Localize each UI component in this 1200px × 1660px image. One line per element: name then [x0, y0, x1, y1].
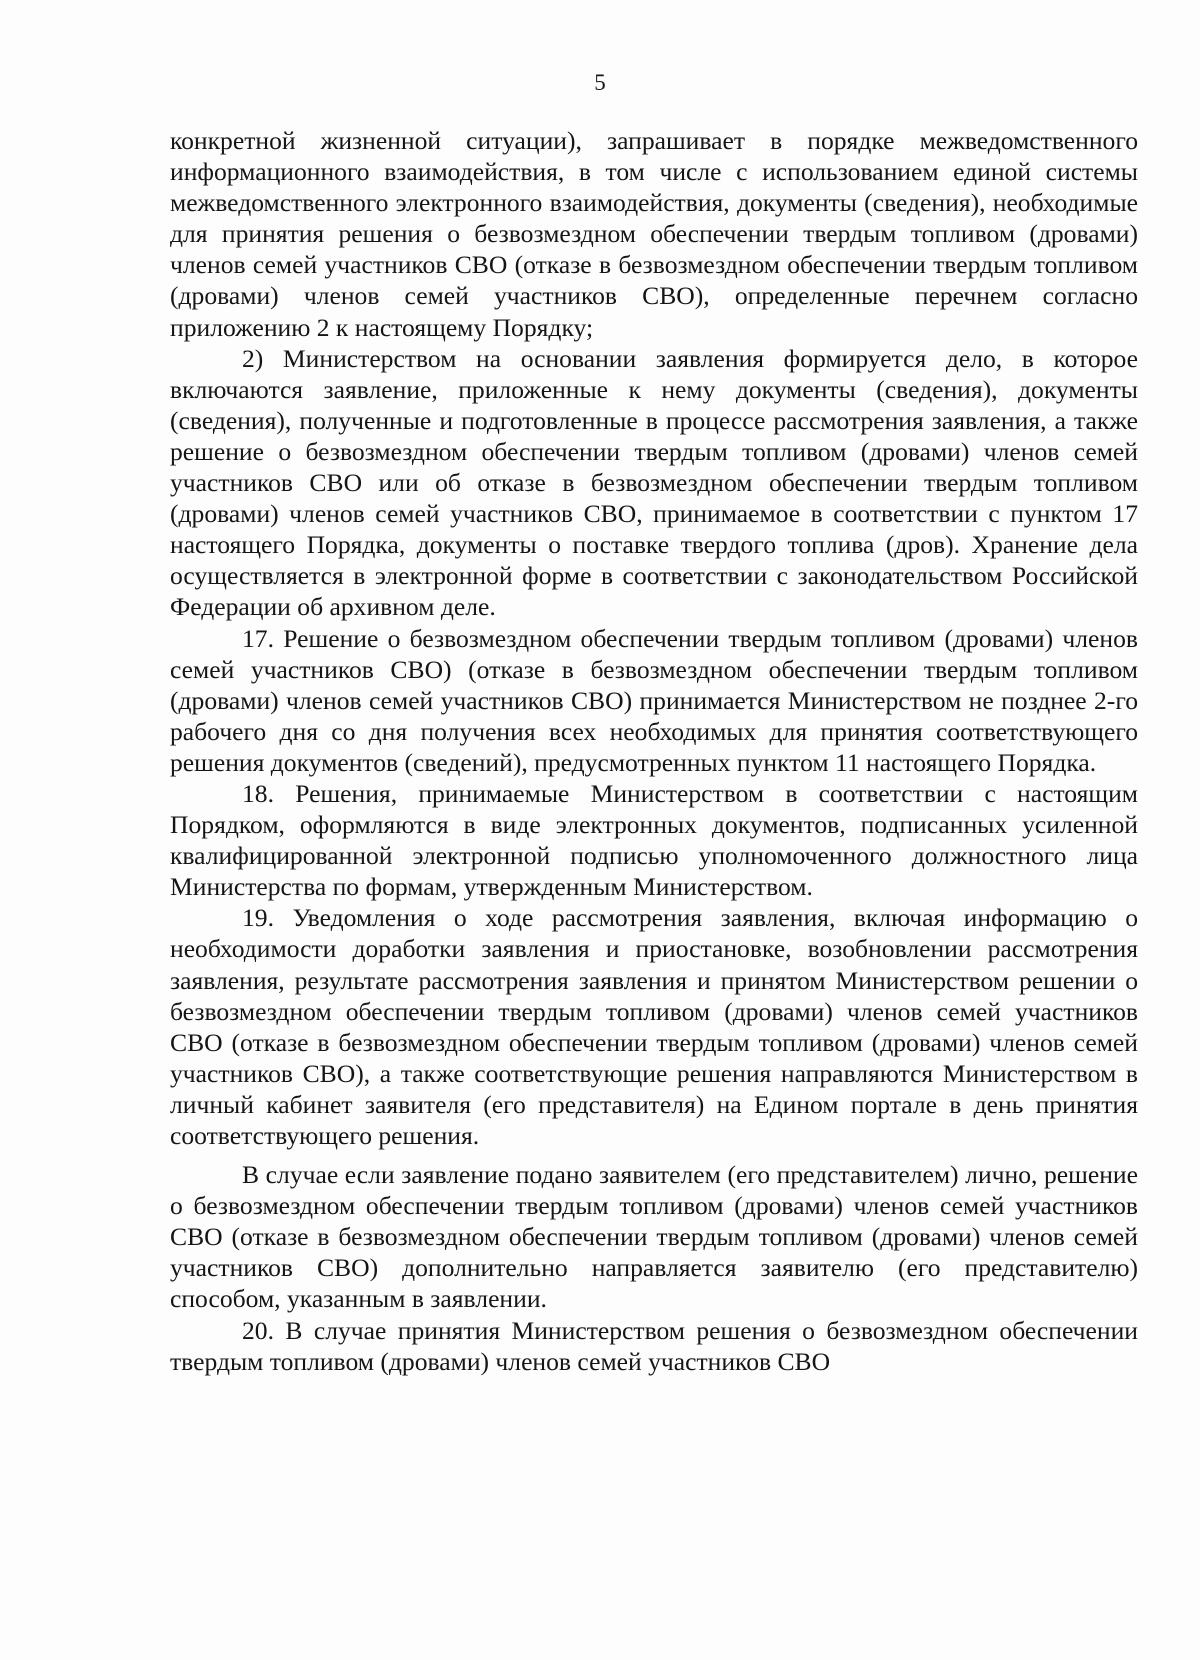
paragraph-clause-20: 20. В случае принятия Министерством решения о безвозмездном обеспечении твердым топливом (дровами) членов семей участников СВО — [170, 1315, 1138, 1376]
document-body — [170, 125, 1138, 1377]
paragraph-item-2: 2) Министерством на основании заявления формируется дело, в которое включаются заявление, приложенные к нему документы (сведения), документы (сведения), полученные и подготовленные в процессе рассмотрения заявления, а также решение о безвозмездном обеспечении твердым топливом (дровами) членов семей участников СВО или об отказе в безвозмездном обеспечении твердым топливом (дровами) членов семей участников СВО, принимаемое в соответствии с пунктом 17 настоящего Порядка, документы о поставке твердого топлива (дров). Хранение дела осуществляется в электронной форме в соответствии с законодательством Российской Федерации об архивном деле. — [170, 343, 1138, 622]
paragraph-clause-17: 17. Решение о безвозмездном обеспечении твердым топливом (дровами) членов семей участников СВО) (отказе в безвозмездном обеспечении твердым топливом (дровами) членов семей участников СВО) принимается Министерством не позднее 2-го рабочего дня со дня получения всех необходимых для принятия соответствующего решения документов (сведений), предусмотренных пунктом 11 настоящего Порядка. — [170, 623, 1138, 777]
paragraph-clause-19-personal-submission: В случае если заявление подано заявителем (его представителем) лично, решение о безвозмездном обеспечении твердым топливом (дровами) членов семей участников СВО (отказе в безвозмездном обеспечении твердым топливом (дровами) членов семей участников СВО) дополнительно направляется заявителю (его представителю) способом, указанным в заявлении. — [170, 1160, 1138, 1314]
paragraph-clause-18: 18. Решения, принимаемые Министерством в соответствии с настоящим Порядком, оформляются в виде электронных документов, подписанных усиленной квалифицированной электронной подписью уполномоченного должностного лица Министерства по формам, утвержденным Министерством. — [170, 778, 1138, 902]
paragraph-item-1-continuation: конкретной жизненной ситуации), запрашивает в порядке межведомственного информационного взаимодействия, в том числе с использованием единой системы межведомственного электронного взаимодействия, документы (сведения), необходимые для принятия решения о безвозмездном обеспечении твердым топливом (дровами) членов семей участников СВО (отказе в безвозмездном обеспечении твердым топливом (дровами) членов семей участников СВО), определенные перечнем согласно приложению 2 к настоящему Порядку; — [170, 126, 1138, 342]
page-number: 5 — [594, 70, 606, 95]
paragraph-clause-19: 19. Уведомления о ходе рассмотрения заявления, включая информацию о необходимости доработки заявления и приостановке, возобновлении рассмотрения заявления, результате рассмотрения заявления и принятом Министерством решении о безвозмездном обеспечении твердым топливом (дровами) членов семей участников СВО (отказе в безвозмездном обеспечении твердым топливом (дровами) членов семей участников СВО), а также соответствующие решения направляются Министерством в личный кабинет заявителя (его представителя) на Едином портале в день принятия соответствующего решения. — [170, 903, 1138, 1150]
